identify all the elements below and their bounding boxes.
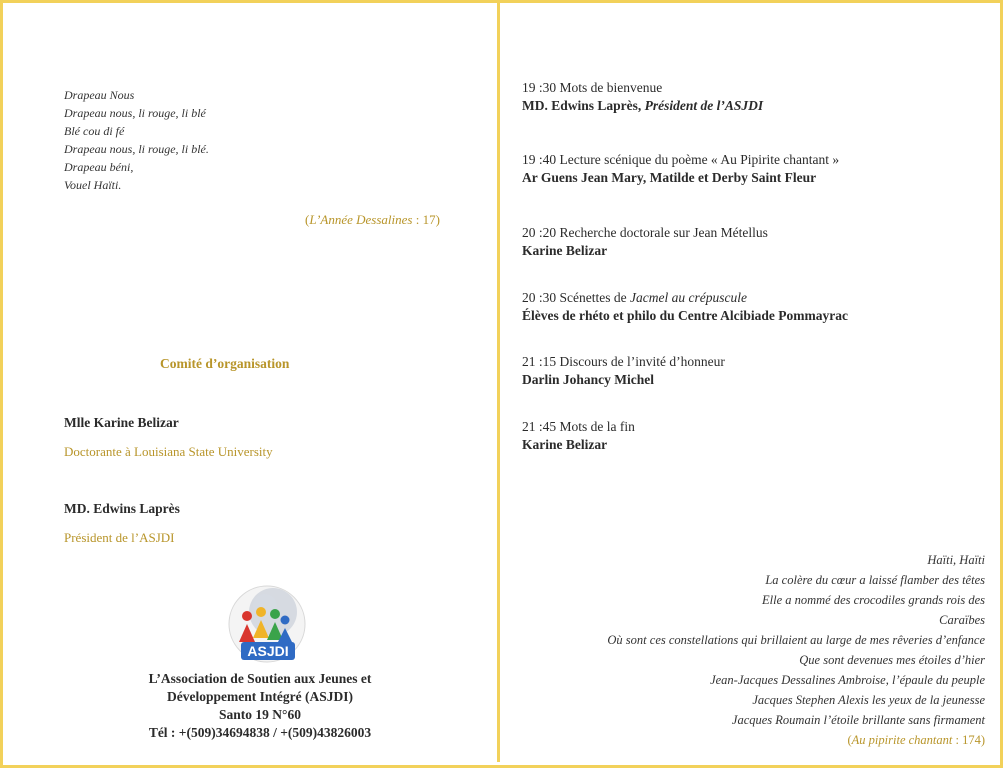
program-item	[522, 289, 982, 325]
program-speaker: Ar Guens Jean Mary, Matilde et Derby Saint Fleur	[522, 170, 817, 185]
program-speaker: Élèves de rhéto et philo du Centre Alcibiade Pommayrac	[522, 308, 848, 323]
association-line: Santo 19 N°60	[219, 707, 301, 722]
right-poem-citation	[545, 730, 985, 750]
program-time: 21 :45 Mots de la fin	[522, 419, 635, 434]
left-poem	[64, 86, 209, 194]
program-speaker: Karine Belizar	[522, 437, 608, 452]
member-role-2: Président de l’ASJDI	[64, 530, 175, 545]
poem-line: Drapeau nous, li rouge, li blé	[64, 106, 206, 120]
member-name-2: MD. Edwins Laprès	[64, 501, 180, 516]
program-speaker: Karine Belizar	[522, 243, 608, 258]
program-time: 19 :40 Lecture scénique du poème « Au Pipirite chantant »	[522, 152, 840, 167]
member-name-1: Mlle Karine Belizar	[64, 415, 179, 430]
association-block	[110, 670, 410, 742]
committee-title: Comité d’organisation	[160, 356, 290, 371]
asjdi-logo	[225, 584, 309, 668]
center-divider	[497, 0, 500, 762]
program-time	[522, 289, 982, 307]
program-speaker: Darlin Johancy Michel	[522, 372, 654, 387]
program-item	[522, 353, 982, 389]
poem-line: Jacques Stephen Alexis les yeux de la jeunesse	[752, 693, 985, 707]
poem-line: Blé cou di fé	[64, 124, 125, 138]
program-speaker	[522, 97, 982, 115]
member-role-1: Doctorante à Louisiana State University	[64, 444, 273, 459]
poem-line: Que sont devenues mes étoiles d’hier	[799, 653, 985, 667]
poem-line: Jacques Roumain l’étoile brillante sans firmament	[731, 713, 985, 727]
program-time: 19 :30 Mots de bienvenue	[522, 80, 663, 95]
time-text: 20 :30 Scénettes de	[522, 290, 630, 305]
play-title: Jacmel au crépuscule	[629, 290, 747, 305]
association-line: Tél : +(509)34694838 / +(509)43826003	[148, 725, 372, 740]
speaker-title: Président de l’ASJDI	[641, 98, 764, 113]
poem-line: Jean-Jacques Dessalines Ambroise, l’épaule du peuple	[710, 673, 985, 687]
left-poem-citation	[305, 212, 440, 228]
poem-line: Haïti, Haïti	[927, 553, 985, 567]
poem-line: Drapeau béni,	[64, 160, 134, 174]
poem-line: Elle a nommé des crocodiles grands rois des	[761, 593, 985, 607]
cite-work: Au pipirite chantant	[851, 733, 953, 747]
poem-line: Drapeau Nous	[64, 88, 135, 102]
association-line: Développement Intégré (ASJDI)	[167, 689, 353, 704]
program-item	[522, 224, 982, 260]
program-item	[522, 418, 982, 454]
poem-line: Drapeau nous, li rouge, li blé.	[64, 142, 209, 156]
poem-line: La colère du cœur a laissé flamber des têtes	[765, 573, 985, 587]
program-item	[522, 79, 982, 115]
cite-rest: : 17)	[412, 212, 440, 227]
cite-open: (	[847, 733, 852, 747]
logo-text: ASJDI	[247, 643, 289, 659]
cite-work: L’Année Dessalines	[309, 212, 413, 227]
program-time: 20 :20 Recherche doctorale sur Jean Métellus	[522, 225, 768, 240]
program-item	[522, 151, 982, 187]
right-poem	[545, 550, 985, 750]
speaker-name: MD. Edwins Laprès,	[522, 98, 642, 113]
program-time: 21 :15 Discours de l’invité d’honneur	[522, 354, 725, 369]
cite-open: (	[305, 212, 310, 227]
poem-line: Caraïbes	[939, 613, 985, 627]
poem-line: Où sont ces constellations qui brillaient au large de mes rêveries d’enfance	[607, 633, 985, 647]
cite-rest: : 174)	[952, 733, 985, 747]
poem-line: Vouel Haïti.	[64, 178, 122, 192]
association-line: L’Association de Soutien aux Jeunes et	[148, 671, 372, 686]
